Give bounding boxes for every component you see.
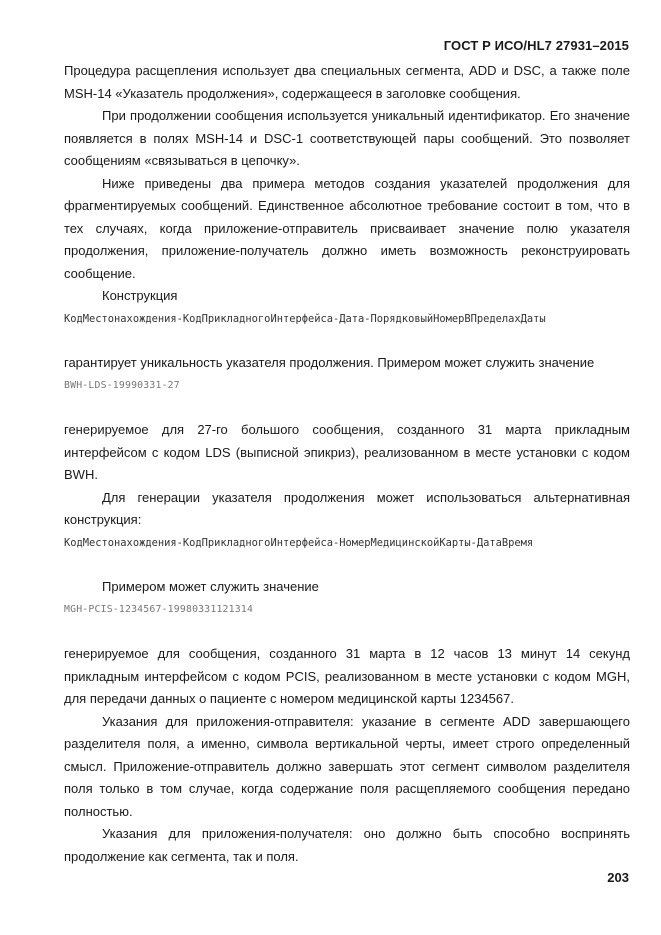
page-number: 203 xyxy=(607,870,629,885)
example-1: BWH-LDS-19990331-27 xyxy=(64,379,180,391)
example-2: MGH-PCIS-1234567-19980331121314 xyxy=(64,603,254,615)
paragraph-9: Указания для приложения-отправителя: указание в сегменте ADD завершающего разделителя поля, а именно, символа вертикальной черты, имеет строго определенный смысл. Приложение-отправитель должно завершать этот сегмент символом разделителя поля только в том случае, когда содержание поля расщепляемого сообщения передано полностью. xyxy=(64,713,630,819)
paragraph-7: Примером может служить значение xyxy=(102,579,319,594)
document-body xyxy=(64,60,630,868)
spacer xyxy=(64,330,630,352)
paragraph-10: Указания для приложения-получателя: оно должно быть способно воспринять продолжение как сегмента, так и поля. xyxy=(64,826,630,864)
spacer xyxy=(64,554,630,576)
spacer xyxy=(64,621,630,643)
paragraph-2: При продолжении сообщения используется уникальный идентификатор. Его значение появляется в полях MSH-14 и DSC-1 соответствующей пары сообщений. Это позволяет сообщениям «связываться в цепочку». xyxy=(64,108,630,168)
paragraph-1: Процедура расщепления использует два специальных сегмента, ADD и DSC, а также поле MSH-14 «Указатель продолжения», содержащееся в заголовке сообщения. xyxy=(64,63,630,101)
construct-label: Конструкция xyxy=(102,288,178,303)
paragraph-3: Ниже приведены два примера методов создания указателей продолжения для фрагментируемых сообщений. Единственное абсолютное требование состоит в том, что в тех случаях, когда приложение-отправитель присваивает значение полю указателя продолжения, приложение-получатель должно иметь возможность реконструировать сообщение. xyxy=(64,175,630,281)
document-header: ГОСТ Р ИСО/HL7 27931–2015 xyxy=(443,38,629,53)
paragraph-5: генерируемое для 27-го большого сообщения, созданного 31 марта прикладным интерфейсом с кодом LDS (выписной эпикриз), реализованном в месте установки с кодом BWH. xyxy=(64,422,630,482)
paragraph-8: генерируемое для сообщения, созданного 31 марта в 12 часов 13 минут 14 секунд прикладным интерфейсом с кодом PCIS, реализованном в месте установки с кодом MGH, для передачи данных о пациенте с номером медицинской карты 1234567. xyxy=(64,646,630,706)
paragraph-6: Для генерации указателя продолжения может использоваться альтернативная конструкция: xyxy=(64,489,630,527)
construct-2: КодМестонахождения-КодПрикладногоИнтерфейса-НомерМедицинскойКарты-ДатаВремя xyxy=(64,536,534,549)
spacer xyxy=(64,397,630,419)
paragraph-4: гарантирует уникальность указателя продолжения. Примером может служить значение xyxy=(64,355,595,370)
construct-1: КодМестонахождения-КодПрикладногоИнтерфейса-Дата-ПорядковыйНомерВПределахДаты xyxy=(64,312,546,325)
